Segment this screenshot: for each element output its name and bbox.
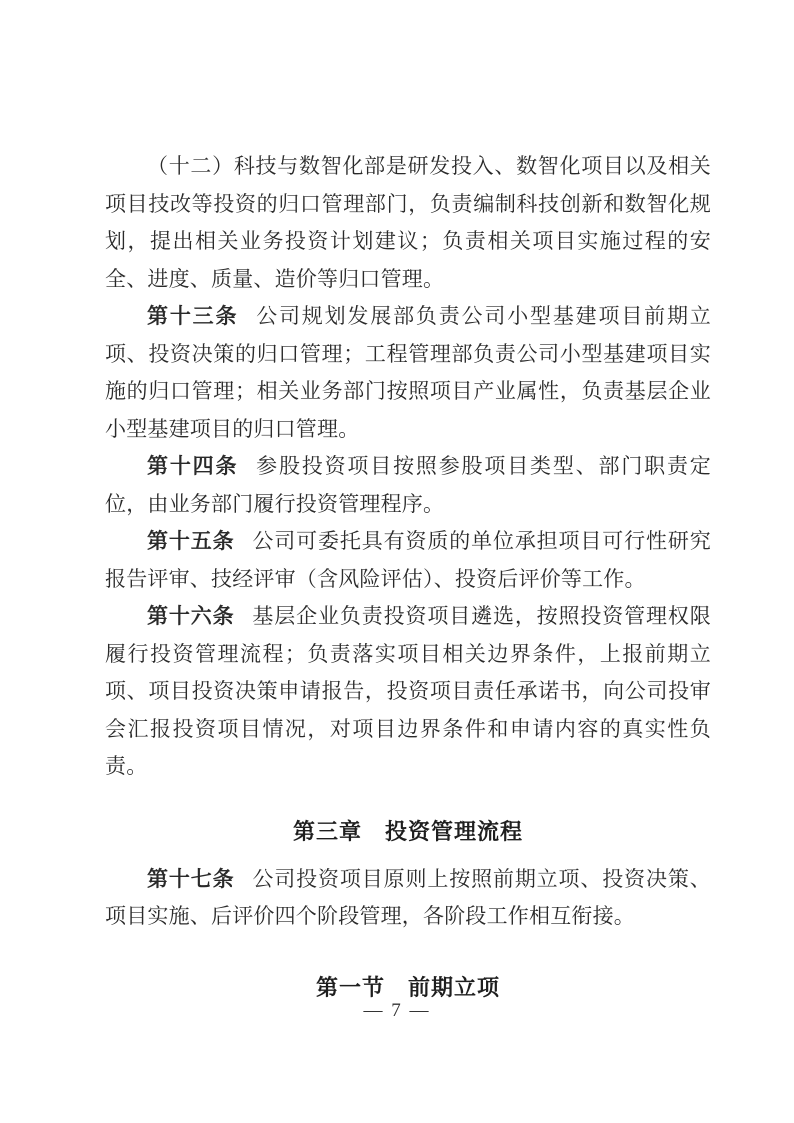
paragraph-article-16 [105, 598, 711, 786]
paragraph-article-17 [105, 861, 711, 936]
paragraph-text: （十二）科技与数智化部是研发投入、数智化项目以及相关项目技改等投资的归口管理部门，负责编制科技创新和数智化规划，提出相关业务投资计划建议；负责相关项目实施过程的安全、进度、质量、造价等归口管理。 [105, 154, 711, 291]
paragraph-clause-12 [105, 148, 711, 298]
section-heading: 第一节 前期立项 [315, 974, 500, 1000]
paragraph-text: 参股投资项目按照参股项目类型、部门职责定位，由业务部门履行投资管理程序。 [105, 454, 711, 516]
paragraph-article-14 [105, 448, 711, 523]
paragraph-article-13 [105, 298, 711, 448]
article-number: 第十七条 [147, 866, 235, 891]
document-content [105, 148, 711, 1007]
paragraph-text: 公司规划发展部负责公司小型基建项目前期立项、投资决策的归口管理；工程管理部负责公司小型基建项目实施的归口管理；相关业务部门按照项目产业属性，负责基层企业小型基建项目的归口管理。 [105, 304, 711, 441]
paragraph-article-15 [105, 523, 711, 598]
paragraph-text: 公司投资项目原则上按照前期立项、投资决策、项目实施、后评价四个阶段管理，各阶段工作相互衔接。 [105, 866, 711, 928]
paragraph-text: 基层企业负责投资项目遴选，按照投资管理权限履行投资管理流程；负责落实项目相关边界条件，上报前期立项、项目投资决策申请报告，投资项目责任承诺书，向公司投审会汇报投资项目情况，对项目边界条件和申请内容的真实性负责。 [105, 604, 711, 778]
article-number: 第十四条 [147, 454, 239, 478]
chapter-heading: 第三章 投资管理流程 [292, 818, 523, 844]
article-number: 第十六条 [147, 604, 235, 628]
article-number: 第十五条 [147, 529, 235, 553]
paragraph-text: 公司可委托具有资质的单位承担项目可行性研究报告评审、技经评审（含风险评估）、投资后评价等工作。 [105, 529, 711, 591]
page-number: — 7 — [363, 1000, 431, 1021]
article-number: 第十三条 [147, 304, 239, 328]
